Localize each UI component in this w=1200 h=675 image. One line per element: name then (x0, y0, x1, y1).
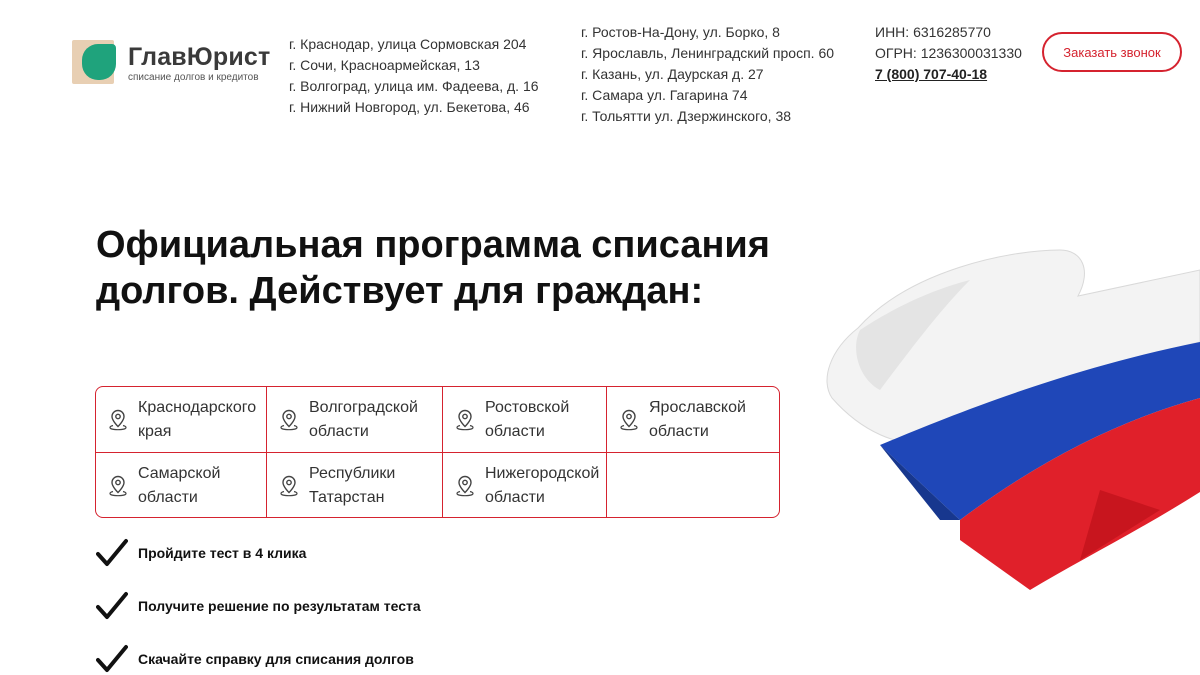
region-cell (267, 453, 443, 518)
region-cell (443, 387, 607, 453)
address-item: г. Нижний Новгород, ул. Бекетова, 46 (289, 99, 530, 115)
address-item: г. Самара ул. Гагарина 74 (581, 87, 748, 103)
map-pin-icon (279, 475, 299, 497)
address-item: г. Казань, ул. Даурская д. 27 (581, 66, 764, 82)
steps-list (96, 538, 421, 675)
region-label: Ярославской области (649, 398, 746, 440)
region-cell (607, 387, 779, 453)
map-pin-icon (455, 409, 475, 431)
regions-grid (95, 386, 780, 518)
map-pin-icon (108, 475, 128, 497)
address-item: г. Ростов-На-Дону, ул. Борко, 8 (581, 24, 780, 40)
region-label: Краснодарского края (138, 398, 257, 440)
step-item (96, 644, 421, 674)
address-item: г. Краснодар, улица Сормовская 204 (289, 36, 527, 52)
step-item (96, 538, 421, 568)
region-label: Нижегородской области (485, 465, 600, 506)
page-title: Официальная программа списания долгов. Действует для граждан: (96, 224, 770, 312)
step-text: Пройдите тест в 4 клика (138, 545, 307, 561)
region-label: Волгоградской области (309, 398, 418, 440)
step-text: Получите решение по результатам теста (138, 598, 421, 614)
address-item: г. Тольятти ул. Дзержинского, 38 (581, 108, 792, 124)
logo-mark-icon (72, 40, 122, 86)
company-info (875, 22, 1022, 85)
map-pin-icon (279, 409, 299, 431)
address-item: г. Сочи, Красноармейская, 13 (289, 57, 480, 73)
map-pin-icon (619, 409, 639, 431)
brand-logo[interactable] (72, 40, 282, 90)
checkmark-icon (96, 644, 128, 674)
region-label: Республики Татарстан (309, 465, 396, 506)
region-cell-empty (607, 453, 779, 518)
logo-name: ГлавЮрист (128, 43, 271, 71)
address-list-1 (289, 34, 539, 118)
region-label: Самарской области (138, 465, 221, 506)
checkmark-icon (96, 591, 128, 621)
region-cell (96, 453, 267, 518)
address-item: г. Ярославль, Ленинградский просп. 60 (581, 45, 835, 61)
map-pin-icon (455, 475, 475, 497)
order-call-button[interactable]: Заказать звонок (1042, 32, 1182, 72)
step-text: Скачайте справку для списания долгов (138, 651, 414, 667)
step-item (96, 591, 421, 621)
logo-tagline: списание долгов и кредитов (128, 72, 259, 83)
checkmark-icon (96, 538, 128, 568)
region-cell (443, 453, 607, 518)
region-cell (267, 387, 443, 453)
map-pin-icon (108, 409, 128, 431)
phone-link[interactable]: 7 (800) 707-40-18 (875, 66, 988, 82)
address-list-2 (581, 22, 834, 127)
inn-text: ИНН: 6316285770 (875, 24, 991, 40)
region-cell (96, 387, 267, 453)
russian-flag-ribbon-image (820, 230, 1200, 610)
address-item: г. Волгоград, улица им. Фадеева, д. 16 (289, 78, 539, 94)
ogrn-text: ОГРН: 1236300031330 (875, 45, 1022, 61)
region-label: Ростовской области (485, 398, 570, 440)
